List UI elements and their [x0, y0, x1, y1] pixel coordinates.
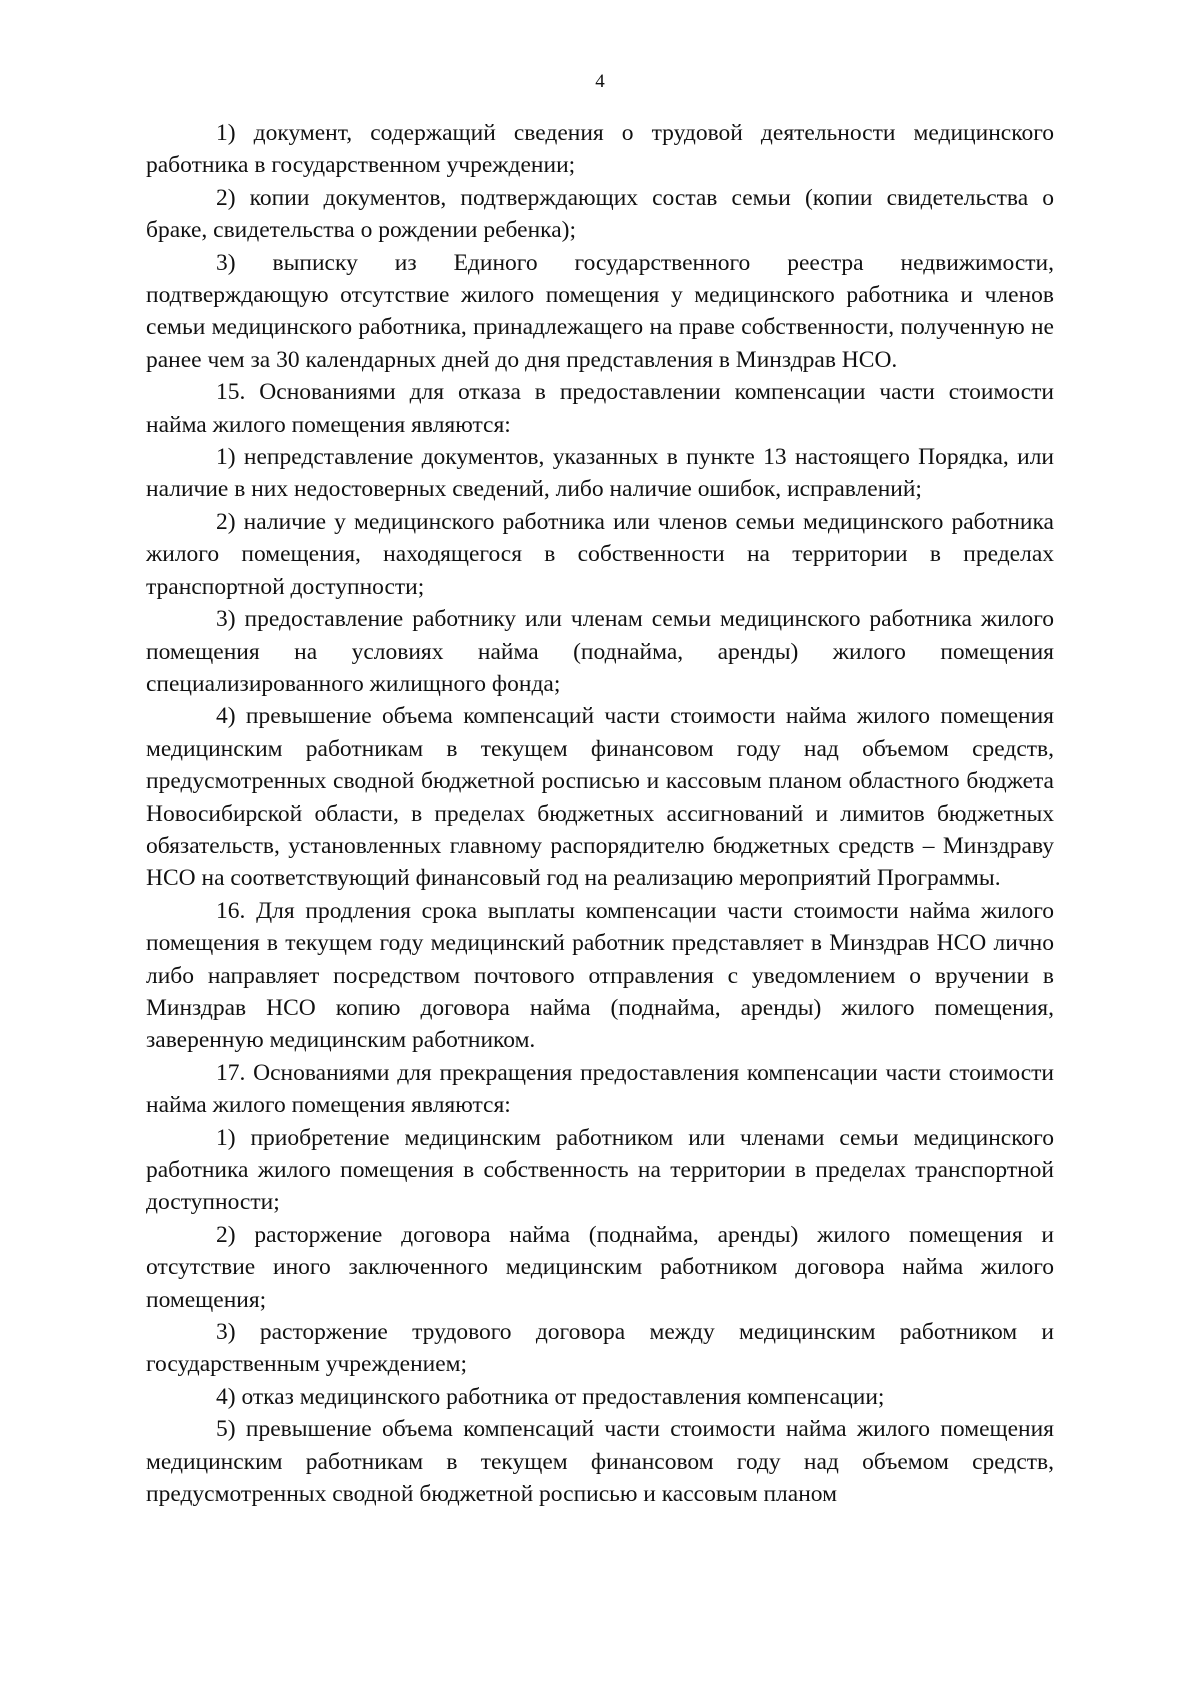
item-17-2: 2) расторжение договора найма (поднайма, аренды) жилого помещения и отсутствие иного заключенного медицинским работником договора найма жилого помещения;: [146, 1221, 1054, 1313]
clause-15: 15. Основаниями для отказа в предоставлении компенсации части стоимости найма жилого помещения являются:: [146, 379, 1054, 438]
item-17-4: 4) отказ медицинского работника от предоставления компенсации;: [216, 1383, 885, 1410]
page-number: 4: [595, 71, 605, 92]
clause-17: 17. Основаниями для прекращения предоставления компенсации части стоимости найма жилого помещения являются:: [146, 1059, 1054, 1119]
item-15-2: 2) наличие у медицинского работника или членов семьи медицинского работника жилого помещения, находящегося в собственности на территории в пределах транспортной доступности;: [146, 508, 1054, 600]
item-14-1: 1) документ, содержащий сведения о трудовой деятельности медицинского работника в государственном учреждении;: [146, 120, 1054, 179]
item-17-3: 3) расторжение трудового договора между медицинским работником и государственным учреждением;: [146, 1319, 1054, 1378]
item-15-1: 1) непредставление документов, указанных в пункте 13 настоящего Порядка, или наличие в них недостоверных сведений, либо наличие ошибок, исправлений;: [146, 444, 1054, 503]
item-15-4: 4) превышение объема компенсаций части стоимости найма жилого помещения медицинским работникам в текущем финансовом году над объемом средств, предусмотренных сводной бюджетной росписью и кассовым планом областного бюджета Новосибирской области, в пределах бюджетных ассигнований и лимитов бюджетных обязательств, установленных главному распорядителю бюджетных средств – Минздраву НСО на соответствующий финансовый год на реализацию мероприятий Программы.: [146, 703, 1054, 892]
item-14-3: 3) выписку из Единого государственного реестра недвижимости, подтверждающую отсутствие жилого помещения у медицинского работника и членов семьи медицинского работника, принадлежащего на праве собственности, полученную не ранее чем за 30 календарных дней до дня представления в Минздрав НСО.: [146, 249, 1054, 373]
document-body: [146, 117, 1054, 1510]
clause-16: 16. Для продления срока выплаты компенсации части стоимости найма жилого помещения в текущем году медицинский работник представляет в Минздрав НСО лично либо направляет посредством почтового отправления с уведомлением о вручении в Минздрав НСО копию договора найма (поднайма, аренды) жилого помещения, заверенную медицинским работником.: [146, 897, 1054, 1054]
item-17-1: 1) приобретение медицинским работником или членами семьи медицинского работника жилого помещения в собственность на территории в пределах транспортной доступности;: [146, 1124, 1054, 1216]
item-15-3: 3) предоставление работнику или членам семьи медицинского работника жилого помещения на условиях найма (поднайма, аренды) жилого помещения специализированного жилищного фонда;: [146, 606, 1054, 697]
item-17-5: 5) превышение объема компенсаций части стоимости найма жилого помещения медицинским работникам в текущем финансовом году над объемом средств, предусмотренных сводной бюджетной росписью и кассовым планом: [146, 1416, 1054, 1508]
item-14-2: 2) копии документов, подтверждающих состав семьи (копии свидетельства о браке, свидетельства о рождении ребенка);: [146, 184, 1054, 244]
